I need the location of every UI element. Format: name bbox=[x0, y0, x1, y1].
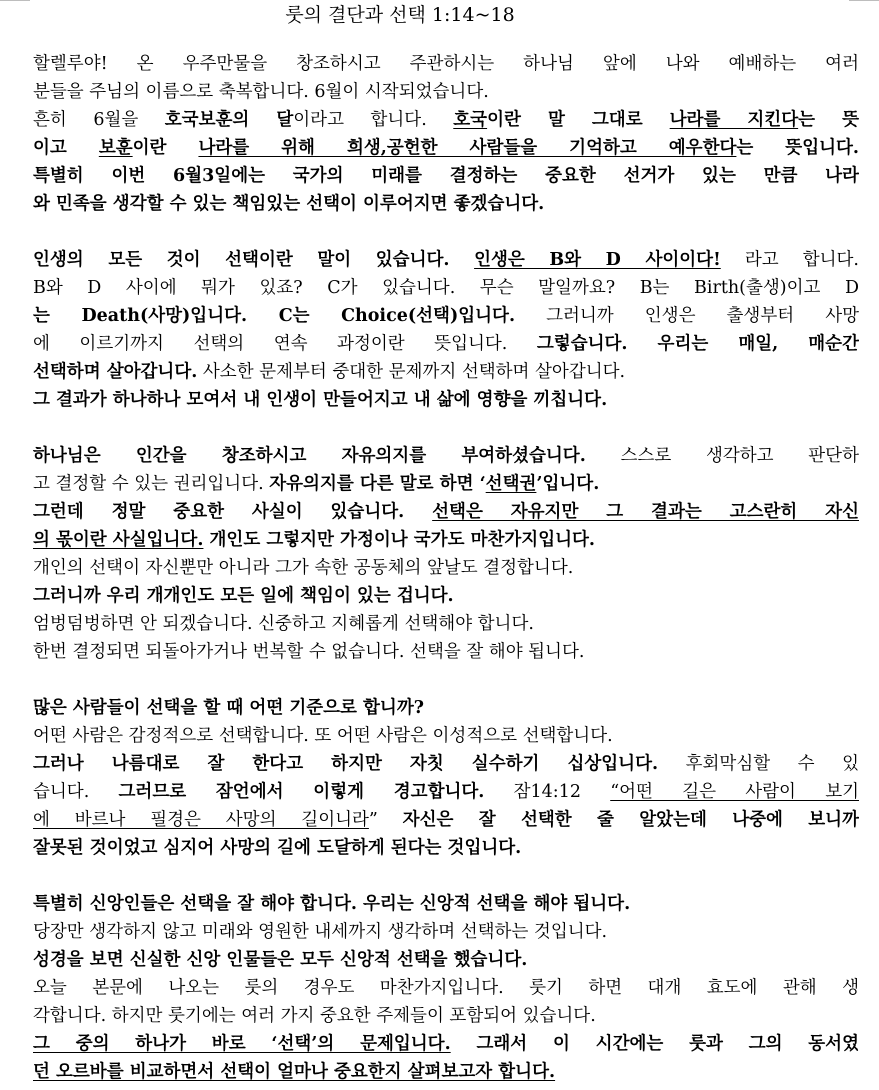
bold-text: 그러나 나름대로 잘 한다고 하지만 자칫 실수하기 십상입니다. bbox=[33, 754, 659, 774]
bold-text: 이고 bbox=[33, 138, 99, 158]
underlined-text: 보훈 bbox=[98, 138, 133, 158]
bold-text: 특별히 신앙인들은 선택을 잘 해야 합니다. 우리는 신앙적 선택을 해야 됩니다. bbox=[33, 894, 631, 914]
text-line bbox=[33, 50, 859, 78]
paragraph-break bbox=[33, 218, 859, 246]
text-line bbox=[33, 890, 859, 918]
underlined-text: 의 몫이란 사실입니다. bbox=[33, 530, 204, 550]
text-run: 엄벙덤벙하면 안 되겠습니다. 신중하고 지혜롭게 선택해야 합니다. bbox=[33, 614, 534, 634]
bold-text: 그 결과가 하나하나 모여서 내 인생이 만들어지고 내 삶에 영향을 끼칩니다. bbox=[33, 390, 608, 410]
bold-text: 자신은 잘 선택한 줄 알았는데 나중에 보니까 bbox=[402, 810, 859, 830]
bold-text: 호국보훈의 달 bbox=[164, 110, 294, 130]
text-line bbox=[33, 442, 859, 470]
underlined-text: 던 오르바를 비교하면서 선택이 얼마나 중요한지 살펴보고자 합니다. bbox=[33, 1062, 556, 1082]
text-run: 분들을 주님의 이름으로 축복합니다. 6월이 시작되었습니다. bbox=[33, 82, 489, 102]
text-run: 스스로 생각하고 판단하 bbox=[585, 446, 859, 466]
text-line bbox=[33, 694, 859, 722]
text-line bbox=[33, 470, 859, 498]
text-line bbox=[33, 1030, 859, 1058]
bold-text: 는 뜻 bbox=[798, 110, 859, 130]
text-run: 각합니다. 하지만 룻기에는 여러 가지 중요한 주제들이 포함되어 있습니다. bbox=[33, 1006, 596, 1026]
text-line bbox=[33, 134, 859, 162]
text-run: 어떤 사람은 감정적으로 선택합니다. 또 어떤 사람은 이성적으로 선택합니다. bbox=[33, 726, 613, 746]
text-line bbox=[33, 918, 859, 946]
text-run: 당장만 생각하지 않고 미래와 영원한 내세까지 생각하며 선택하는 것입니다. bbox=[33, 922, 608, 942]
text-line bbox=[33, 778, 859, 806]
underlined-text: 그 중의 하나가 바로 ‘선택’의 문제입니다. bbox=[33, 1034, 451, 1054]
underlined-text: 나라를 위해 희생,공헌한 사람들을 기억하고 예우한다 bbox=[198, 138, 737, 158]
bold-text: 그러니까 우리 개개인도 모든 일에 책임이 있는 겁니다. bbox=[33, 586, 454, 606]
text-line bbox=[33, 1058, 859, 1086]
text-run: 할렐루야! 온 우주만물을 창조하시고 주관하시는 하나님 앞에 나와 예배하는 여러 bbox=[33, 54, 859, 74]
text-run: 이라고 합니다. bbox=[293, 110, 454, 130]
underlined-text: 나라를 지킨다 bbox=[669, 110, 799, 130]
text-line bbox=[33, 554, 859, 582]
text-line bbox=[33, 386, 859, 414]
text-line bbox=[33, 526, 859, 554]
text-line bbox=[33, 358, 859, 386]
sermon-body bbox=[33, 50, 859, 1086]
bold-text: 많은 사람들이 선택을 할 때 어떤 기준으로 합니까? bbox=[33, 698, 425, 718]
bold-text: 하나님은 인간을 창조하시고 자유의지를 부여하셨습니다. bbox=[33, 446, 586, 466]
text-run: 후회막심할 수 있 bbox=[658, 754, 859, 774]
bold-text: 그래서 이 시간에는 룻과 그의 동서였 bbox=[450, 1034, 859, 1054]
bold-text: 이란 말 그대로 bbox=[487, 110, 670, 130]
text-line bbox=[33, 78, 859, 106]
bold-text: 잘못된 것이었고 심지어 사망의 길에 도달하게 된다는 것입니다. bbox=[33, 838, 522, 858]
text-line bbox=[33, 498, 859, 526]
text-line bbox=[33, 750, 859, 778]
text-line bbox=[33, 610, 859, 638]
underlined-text: “어떤 길은 사람이 보기 bbox=[610, 782, 859, 802]
text-line bbox=[33, 946, 859, 974]
underlined-text: 선택은 자유지만 그 결과는 고스란히 자신 bbox=[432, 502, 859, 522]
sermon-title: 룻의 결단과 선택 1:14~18 bbox=[285, 4, 515, 26]
bold-text: 와 민족을 생각할 수 있는 책임있는 선택이 이루어지면 좋겠습니다. bbox=[33, 194, 545, 214]
text-run: 고 결정할 수 있는 권리입니다. bbox=[33, 474, 270, 494]
text-run: 잠14:12 bbox=[484, 782, 611, 802]
page-corner-mark-right bbox=[849, 0, 879, 1]
text-line bbox=[33, 106, 859, 134]
text-line bbox=[33, 162, 859, 190]
text-line bbox=[33, 190, 859, 218]
text-run: 한번 결정되면 되돌아가거나 번복할 수 없습니다. 선택을 잘 해야 됩니다. bbox=[33, 642, 585, 662]
bold-text: 성경을 보면 신실한 신앙 인물들은 모두 신앙적 선택을 했습니다. bbox=[33, 950, 528, 970]
bold-text: 자유의지를 다른 말로 하면 ‘ bbox=[269, 474, 486, 494]
text-run: 라고 합니다. bbox=[720, 250, 859, 270]
bold-text: 선택하며 살아갑니다. bbox=[33, 362, 198, 382]
text-line bbox=[33, 274, 859, 302]
text-run: 흔히 6월을 bbox=[33, 110, 165, 130]
bold-text: 그런데 정말 중요한 사실이 있습니다. bbox=[33, 502, 433, 522]
bold-text: 인생의 모든 것이 선택이란 말이 있습니다. bbox=[33, 250, 475, 270]
text-run: 에 이르기까지 선택의 연속 과정이란 뜻입니다. bbox=[33, 334, 537, 354]
paragraph-break bbox=[33, 666, 859, 694]
bold-text: 는 Death(사망)입니다. C는 Choice(선택)입니다. bbox=[33, 306, 516, 326]
text-run: ” bbox=[368, 810, 403, 830]
bold-text: 특별히 이번 6월3일에는 국가의 미래를 결정하는 중요한 선거가 있는 만큼 나라 bbox=[33, 166, 859, 186]
text-line bbox=[33, 1002, 859, 1030]
text-line bbox=[33, 330, 859, 358]
text-line bbox=[33, 834, 859, 862]
text-line bbox=[33, 722, 859, 750]
underlined-text: 호국 bbox=[453, 110, 488, 130]
bold-text: 는 뜻입니다. bbox=[736, 138, 859, 158]
text-run: 그러니까 인생은 출생부터 사망 bbox=[515, 306, 859, 326]
text-line bbox=[33, 974, 859, 1002]
bold-text: ’입니다. bbox=[536, 474, 600, 494]
underlined-text: 선택권 bbox=[485, 474, 537, 494]
text-line bbox=[33, 806, 859, 834]
text-line bbox=[33, 246, 859, 274]
bold-text: 개인도 그렇지만 가정이나 국가도 마찬가지입니다. bbox=[203, 530, 595, 550]
text-run: 습니다. bbox=[33, 782, 119, 802]
bold-text: 그러므로 잠언에서 이렇게 경고합니다. bbox=[118, 782, 485, 802]
text-line bbox=[33, 638, 859, 666]
bold-text: 그렇습니다. 우리는 매일, 매순간 bbox=[536, 334, 859, 354]
text-run: 개인의 선택이 자신뿐만 아니라 그가 속한 공동체의 앞날도 결정합니다. bbox=[33, 558, 574, 578]
text-line bbox=[33, 302, 859, 330]
underlined-text: 인생은 B와 D 사이이다! bbox=[474, 250, 721, 270]
bold-text: 이란 bbox=[132, 138, 199, 158]
text-line bbox=[33, 582, 859, 610]
paragraph-break bbox=[33, 862, 859, 890]
text-run: B와 D 사이에 뭐가 있죠? C가 있습니다. 무슨 말일까요? B는 Birth(출생)이고 D bbox=[33, 278, 859, 298]
text-run: 사소한 문제부터 중대한 문제까지 선택하며 살아갑니다. bbox=[197, 362, 626, 382]
underlined-text: 에 바르나 필경은 사망의 길이니라 bbox=[33, 810, 369, 830]
paragraph-break bbox=[33, 414, 859, 442]
text-run: 오늘 본문에 나오는 룻의 경우도 마찬가지입니다. 룻기 하면 대개 효도에 관해 생 bbox=[33, 978, 859, 998]
